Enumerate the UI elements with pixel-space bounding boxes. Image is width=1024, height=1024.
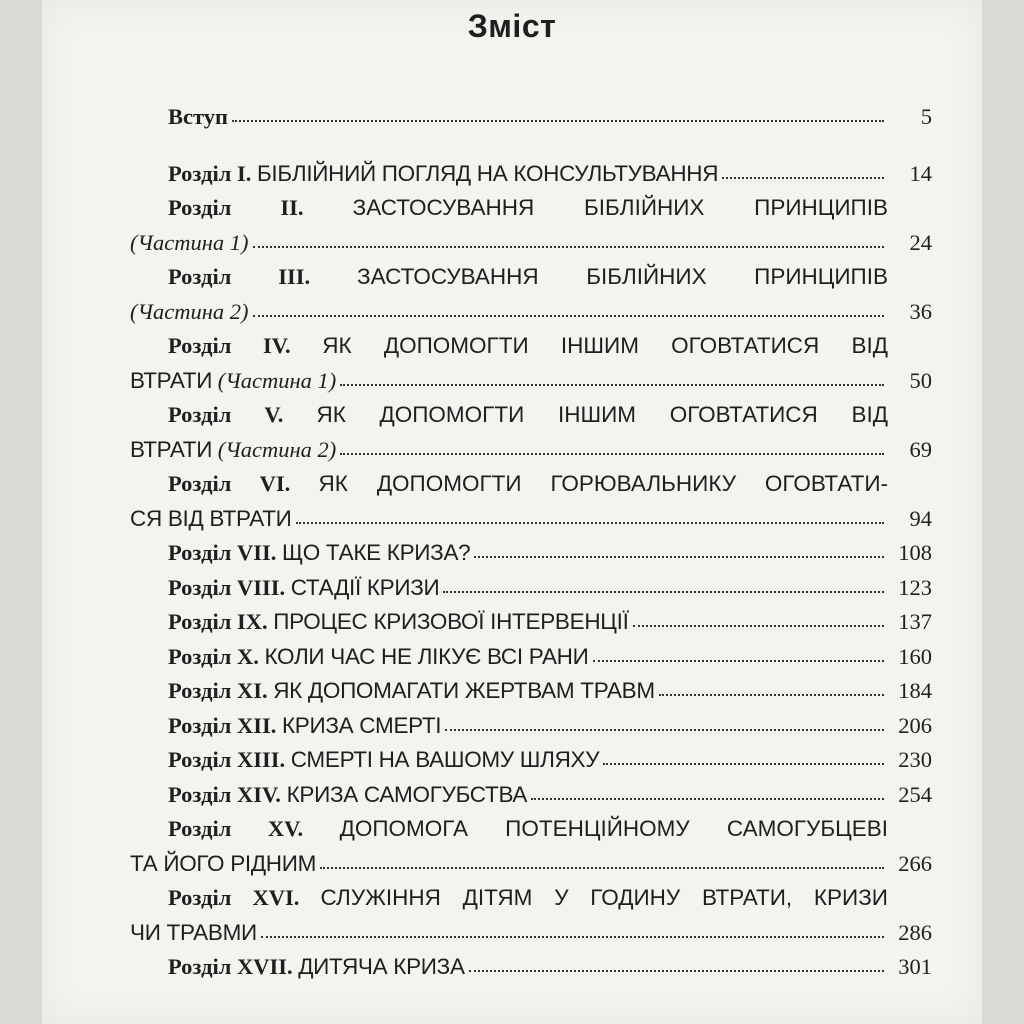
toc-entry-title: КРИЗА САМОГУБСТВА — [286, 781, 528, 807]
toc-entry-page: 5 — [920, 104, 932, 129]
book-page — [42, 0, 982, 1024]
toc-entry-label: Розділ І. — [168, 160, 252, 186]
toc-entry-chapter-1 — [130, 157, 932, 192]
toc-entry-label: Розділ VI. — [168, 471, 291, 496]
leader-dots — [296, 521, 884, 524]
leader-dots — [232, 119, 884, 122]
toc-entry-page: 137 — [898, 609, 932, 634]
toc-entry-part: (Частина 2) — [130, 298, 249, 324]
toc-entry-title: БІБЛІЙНИЙ ПОГЛЯД НА КОНСУЛЬТУВАННЯ — [256, 160, 719, 186]
toc-entry-chapter-3 — [130, 260, 932, 329]
toc-entry-title: СЛУЖІННЯ ДІТЯМ У ГОДИНУ ВТРАТИ, КРИЗИ — [320, 885, 888, 910]
toc-entry-chapter-7 — [130, 536, 932, 571]
toc-entry-title: СМЕРТІ НА ВАШОМУ ШЛЯХУ — [290, 747, 600, 772]
toc-entry-title-continued: ЧИ ТРАВМИ — [130, 919, 257, 945]
toc-entry-label: Розділ ІІ. — [168, 195, 304, 220]
toc-entry-label: Розділ XI. — [168, 678, 268, 703]
toc-entry-title: ЗАСТОСУВАННЯ БІБЛІЙНИХ ПРИНЦИПІВ — [352, 195, 888, 220]
toc-entry-label: Розділ XIII. — [168, 747, 286, 772]
toc-entry-title: ДОПОМОГА ПОТЕНЦІЙНОМУ САМОГУБЦЕВІ — [339, 816, 888, 841]
toc-entry-title-continued: ТА ЙОГО РІДНИМ — [130, 850, 317, 876]
toc-entry-label: Розділ VIII. — [168, 574, 286, 600]
leader-dots — [340, 383, 884, 386]
leader-dots — [469, 969, 884, 972]
toc-entry-title: ЯК ДОПОМОГТИ ІНШИМ ОГОВТАТИСЯ ВІД — [316, 402, 888, 427]
toc-entry-part: (Частина 1) — [217, 367, 337, 393]
toc-entry-page: 160 — [898, 643, 932, 669]
toc-entry-title-continued: СЯ ВІД ВТРАТИ — [130, 505, 292, 531]
page-title: Зміст — [467, 8, 557, 44]
toc-entry-title: ЩО ТАКЕ КРИЗА? — [281, 540, 471, 565]
toc-entry-title-continued: ВТРАТИ — [130, 436, 213, 462]
toc-entry-chapter-16 — [130, 881, 932, 950]
toc-entry-title: ЗАСТОСУВАННЯ БІБЛІЙНИХ ПРИНЦИПІВ — [357, 264, 888, 289]
toc-entry-label: Розділ ІІІ. — [168, 264, 311, 289]
toc-entry-title: ЯК ДОПОМОГТИ ГОРЮВАЛЬНИКУ ОГОВТАТИ- — [318, 471, 888, 496]
toc-entry-chapter-11 — [130, 674, 932, 709]
leader-dots — [659, 693, 884, 696]
leader-dots — [261, 935, 884, 938]
toc-entry-label: Розділ V. — [168, 402, 284, 427]
toc-entry-label: Розділ XVII. — [168, 954, 293, 979]
toc-entry-page: 94 — [909, 505, 932, 531]
toc-entry-page: 24 — [909, 229, 932, 255]
toc-entry-title: ЯК ДОПОМОГТИ ІНШИМ ОГОВТАТИСЯ ВІД — [322, 333, 888, 358]
toc-entry-page: 286 — [898, 919, 932, 945]
leader-dots — [253, 245, 884, 248]
toc-entry-page: 14 — [909, 160, 932, 186]
toc-entry-title: ПРОЦЕС КРИЗОВОЇ ІНТЕРВЕНЦІЇ — [273, 609, 629, 634]
toc-entry-part: (Частина 1) — [130, 229, 249, 255]
leader-dots — [603, 762, 884, 765]
toc-entry-page: 230 — [898, 747, 932, 772]
toc-entry-title: ЯК ДОПОМАГАТИ ЖЕРТВАМ ТРАВМ — [273, 678, 655, 703]
toc-entry-chapter-13 — [130, 743, 932, 778]
leader-dots — [443, 590, 884, 593]
spacer — [130, 135, 932, 157]
leader-dots — [340, 452, 884, 455]
toc-entry-chapter-14 — [130, 778, 932, 813]
toc-entry-chapter-12 — [130, 709, 932, 744]
toc-entry-intro — [130, 100, 932, 135]
toc-entry-chapter-17 — [130, 950, 932, 985]
toc-entry-label: Розділ VII. — [168, 540, 277, 565]
toc-entry-title: КОЛИ ЧАС НЕ ЛІКУЄ ВСІ РАНИ — [264, 643, 589, 669]
toc-entry-label: Розділ IV. — [168, 333, 291, 358]
table-of-contents — [130, 100, 932, 985]
toc-entry-page: 254 — [898, 781, 932, 807]
toc-entry-page: 50 — [909, 367, 932, 393]
toc-entry-chapter-9 — [130, 605, 932, 640]
leader-dots — [320, 866, 884, 869]
toc-entry-chapter-2 — [130, 191, 932, 260]
toc-entry-label: Вступ — [168, 104, 228, 129]
toc-entry-label: Розділ XII. — [168, 712, 277, 738]
toc-entry-title: СТАДІЇ КРИЗИ — [290, 574, 440, 600]
leader-dots — [633, 624, 884, 627]
toc-entry-label: Розділ XV. — [168, 816, 304, 841]
toc-entry-page: 266 — [898, 850, 932, 876]
toc-entry-chapter-10 — [130, 640, 932, 675]
toc-entry-label: Розділ XVI. — [168, 885, 300, 910]
leader-dots — [722, 176, 884, 179]
toc-entry-page: 301 — [898, 954, 932, 979]
toc-entry-page: 69 — [909, 436, 932, 462]
leader-dots — [253, 314, 884, 317]
toc-entry-title: КРИЗА СМЕРТІ — [281, 712, 442, 738]
toc-entry-part: (Частина 2) — [217, 436, 337, 462]
leader-dots — [531, 797, 884, 800]
leader-dots — [474, 555, 884, 558]
toc-entry-page: 206 — [898, 712, 932, 738]
toc-entry-title-continued: ВТРАТИ — [130, 367, 213, 393]
toc-entry-label: Розділ XIV. — [168, 781, 281, 807]
leader-dots — [593, 659, 885, 662]
toc-entry-page: 108 — [898, 540, 932, 565]
toc-entry-page: 123 — [898, 574, 932, 600]
toc-entry-page: 36 — [909, 298, 932, 324]
toc-entry-title: ДИТЯЧА КРИЗА — [298, 954, 465, 979]
toc-entry-chapter-5 — [130, 398, 932, 467]
toc-entry-page: 184 — [898, 678, 932, 703]
toc-entry-chapter-4 — [130, 329, 932, 398]
toc-entry-label: Розділ IX. — [168, 609, 268, 634]
toc-entry-chapter-8 — [130, 571, 932, 606]
toc-entry-chapter-15 — [130, 812, 932, 881]
toc-entry-chapter-6 — [130, 467, 932, 536]
toc-entry-label: Розділ X. — [168, 643, 259, 669]
leader-dots — [445, 728, 884, 731]
